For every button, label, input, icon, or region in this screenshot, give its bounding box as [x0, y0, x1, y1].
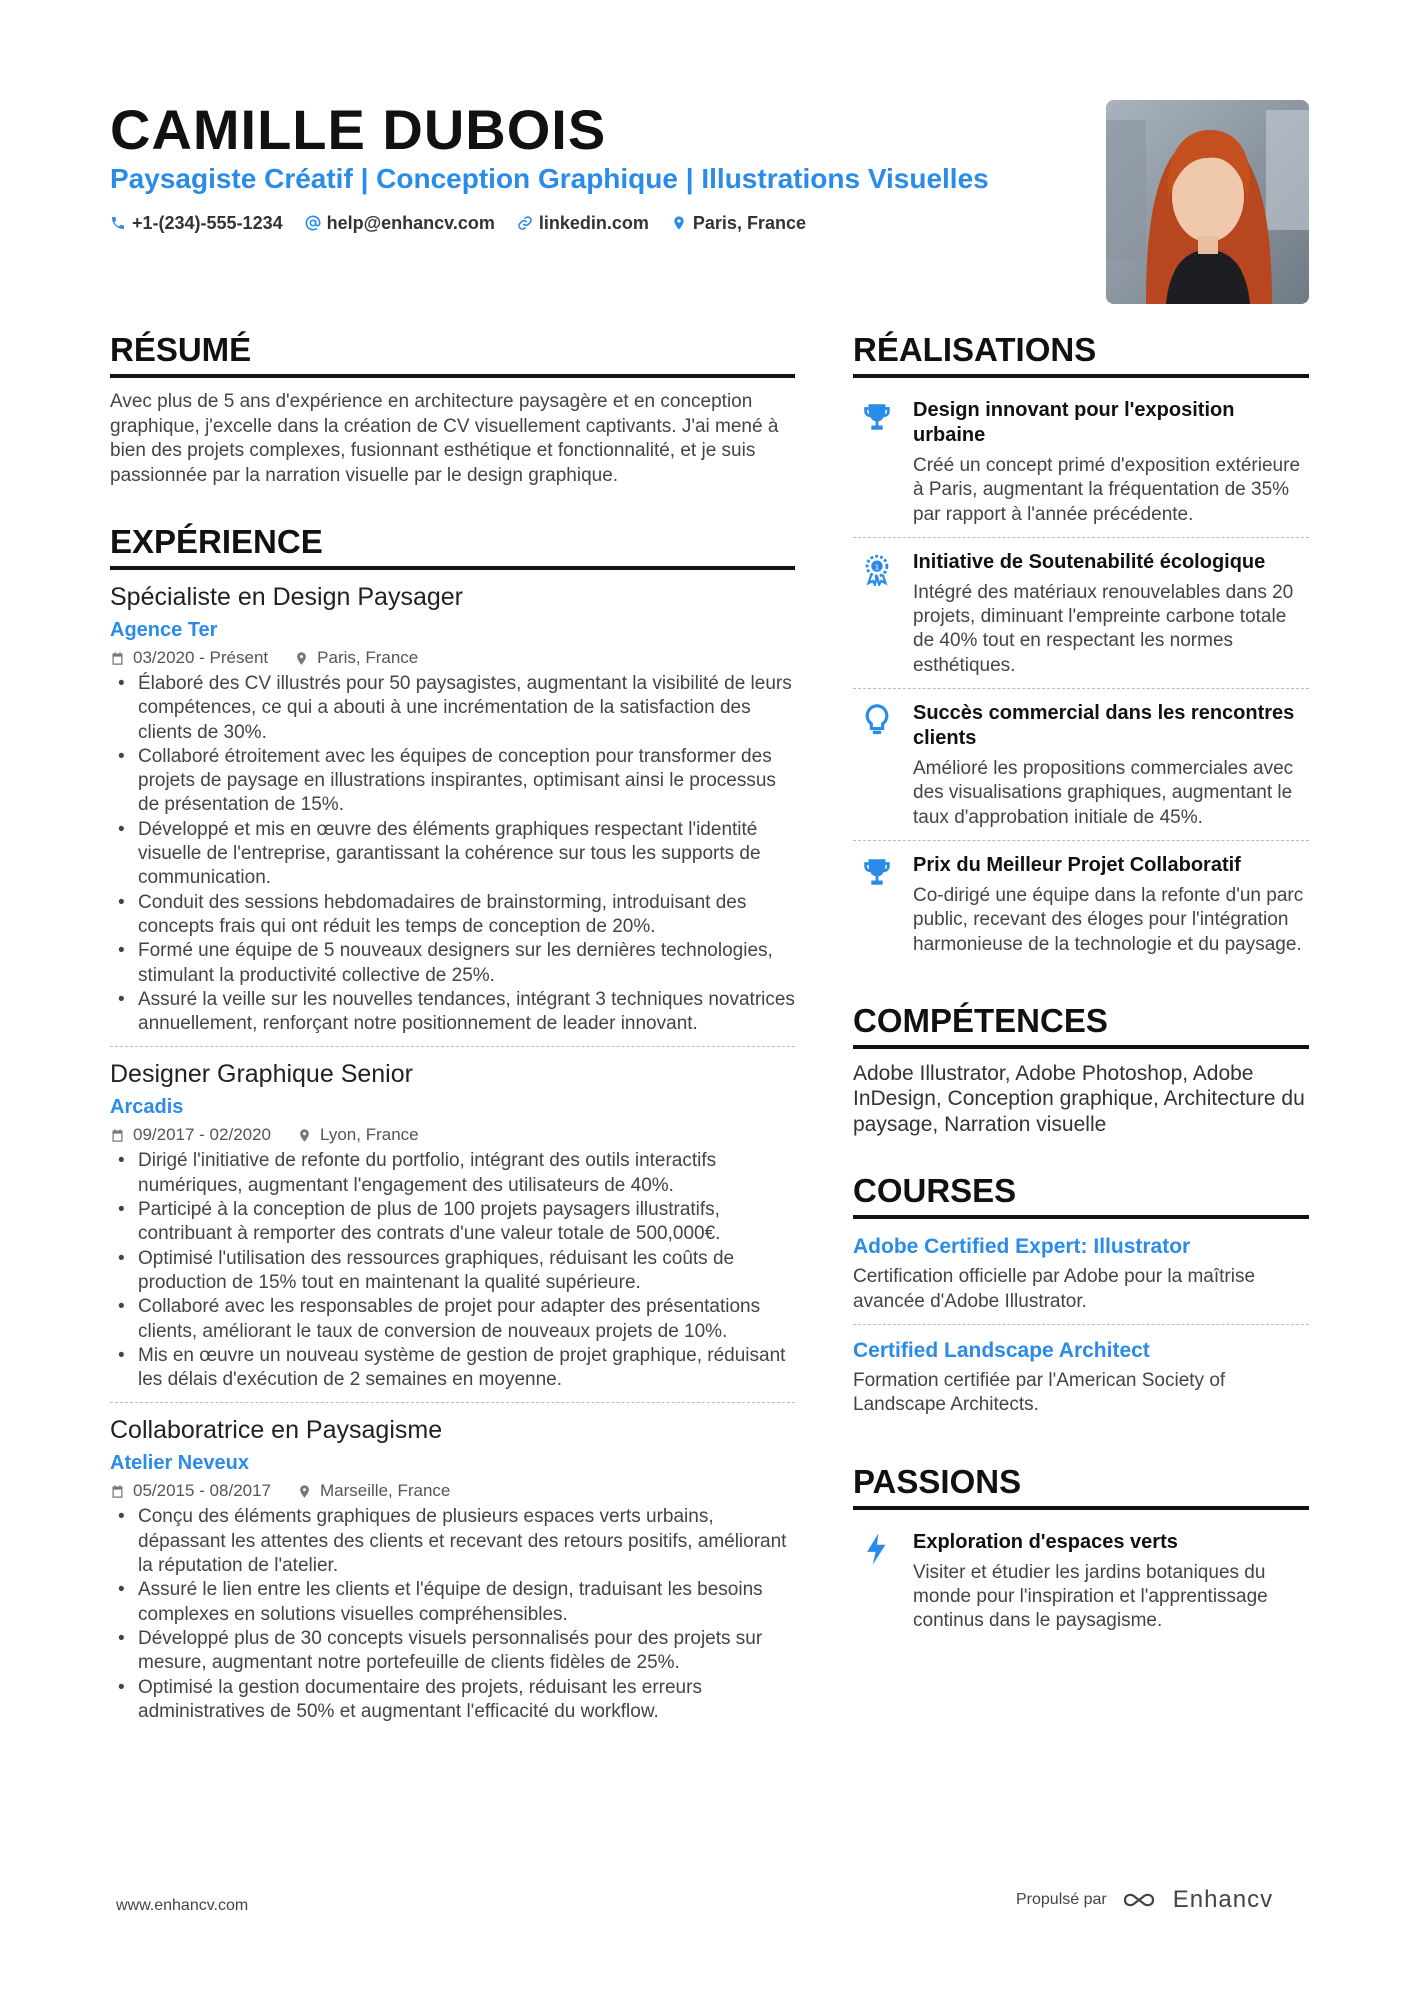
job-bullet: • Assuré la veille sur les nouvelles tendances, intégrant 3 techniques novatrices annuellement, renforçant notre positionnement de leader innovant. — [110, 988, 795, 1037]
lightbulb-icon — [860, 703, 894, 737]
passions-section — [853, 1462, 1309, 1644]
job-bullet: • Formé une équipe de 5 nouveaux designers sur les dernières technologies, stimulant la productivité collective de 25%. — [110, 939, 795, 988]
job-company: Agence Ter — [110, 619, 218, 641]
course-title: Certified Landscape Architect — [853, 1338, 1150, 1362]
job-bullet: • Collaboré avec les responsables de projet pour adapter des présentations clients, améliorant le taux de conversion de nouveaux projets de 10%. — [110, 1295, 795, 1344]
job-bullet: • Dirigé l'initiative de refonte du portfolio, intégrant des outils interactifs numériques, augmentant l'engagement des utilisateurs de 40%. — [110, 1149, 795, 1198]
enhancv-logo-text: Enhancv — [1172, 1886, 1274, 1913]
contact-email-text: help@enhancv.com — [326, 212, 495, 233]
profile-photo — [1106, 100, 1309, 304]
location-pin-icon — [297, 1128, 312, 1143]
passions-heading: PASSIONS — [853, 1462, 1309, 1510]
experience-heading: EXPÉRIENCE — [110, 522, 795, 570]
calendar-icon — [110, 651, 125, 666]
course-item — [853, 1231, 1309, 1324]
job-title: Collaboratrice en Paysagisme — [110, 1416, 443, 1445]
location-pin-icon — [297, 1484, 312, 1499]
job-bullets — [110, 1505, 795, 1724]
job-company: Atelier Neveux — [110, 1452, 249, 1475]
svg-text:1: 1 — [874, 562, 880, 572]
at-icon — [305, 215, 321, 231]
job-bullet: • Optimisé l'utilisation des ressources graphiques, réduisant les coûts de production de 15% tout en maintenant la qualité supérieure. — [110, 1247, 795, 1296]
job-meta — [110, 646, 795, 670]
achievement-title: Prix du Meilleur Projet Collaboratif — [913, 853, 1241, 876]
right-column — [853, 330, 1309, 1643]
achievement-desc: Amélioré les propositions commerciales avec des visualisations graphiques, augmentant le taux d'approbation initiale de 45%. — [913, 758, 1294, 828]
profile-portrait-image — [1106, 100, 1309, 304]
candidate-name: CAMILLE DUBOIS — [110, 98, 607, 161]
achievement-item — [853, 390, 1309, 537]
contact-linkedin[interactable] — [517, 213, 649, 234]
course-desc: Formation certifiée par l'American Society of Landscape Architects. — [853, 1369, 1226, 1416]
job-dates — [110, 646, 268, 670]
course-title: Adobe Certified Expert: Illustrator — [853, 1235, 1191, 1259]
job-bullet: • Assuré le lien entre les clients et l'équipe de design, traduisant les besoins complexes en solutions visuelles compréhensibles. — [110, 1578, 795, 1627]
job-bullet: • Participé à la conception de plus de 100 projets paysagers illustratifs, contribuant à remporter des contrats d'une valeur totale de 500,000€. — [110, 1198, 795, 1247]
passion-item — [853, 1522, 1309, 1644]
achievement-desc: Intégré des matériaux renouvelables dans 20 projets, diminuant l'empreinte carbone totale de 40% tout en respectant les normes esthétiques. — [913, 581, 1294, 676]
job-entry — [110, 1402, 795, 1734]
achievements-heading: RÉALISATIONS — [853, 330, 1309, 378]
location-pin-icon — [671, 215, 687, 231]
lightning-icon — [860, 1532, 894, 1566]
achievement-desc: Créé un concept primé d'exposition extérieure à Paris, augmentant la fréquentation de 35% par rapport à l'année précédente. — [913, 455, 1301, 525]
courses-heading: COURSES — [853, 1171, 1309, 1219]
skills-section — [853, 1001, 1309, 1138]
summary-section — [110, 330, 795, 488]
job-location-text: Paris, France — [317, 648, 419, 667]
passion-desc: Visiter et étudier les jardins botaniques du monde pour l'inspiration et l'apprentissage continus dans le paysagisme. — [913, 1561, 1268, 1632]
enhancv-logo[interactable] — [1121, 1886, 1273, 1914]
job-title: Designer Graphique Senior — [110, 1060, 413, 1089]
job-meta — [110, 1479, 795, 1503]
experience-section — [110, 522, 795, 1734]
job-bullet: • Développé et mis en œuvre des éléments graphiques respectant l'identité visuelle de l'entreprise, garantissant la cohérence sur tous les supports de communication. — [110, 818, 795, 891]
job-bullet: • Collaboré étroitement avec les équipes de conception pour transformer des projets de paysage en illustrations inspirantes, optimisant ainsi le processus de présentation de 15%. — [110, 745, 795, 818]
award-ribbon-icon — [860, 552, 894, 586]
passion-title: Exploration d'espaces verts — [913, 1530, 1178, 1553]
contact-bar — [110, 210, 806, 236]
summary-text: Avec plus de 5 ans d'expérience en architecture paysagère et en conception graphique, j'excelle dans la création de CV visuellement captivants. J'ai mené à bien des projets complexes, fusionnant esthétique et fonctionnalité, et je suis passionnée par la narration visuelle par le design graphique. — [110, 391, 779, 486]
job-bullet: • Mis en œuvre un nouveau système de gestion de projet graphique, réduisant les délais d'exécution de 2 semaines en moyenne. — [110, 1344, 795, 1393]
job-location — [294, 646, 418, 670]
skills-heading: COMPÉTENCES — [853, 1001, 1309, 1049]
contact-phone[interactable] — [110, 213, 283, 234]
achievements-section — [853, 330, 1309, 967]
headline: Paysagiste Créatif | Conception Graphique | Illustrations Visuelles — [110, 163, 989, 194]
calendar-icon — [110, 1128, 125, 1143]
trophy-icon — [860, 400, 894, 434]
achievement-desc: Co-dirigé une équipe dans la refonte d'un parc public, recevant des éloges pour l'intégration harmonieuse de la technologie et du paysage. — [913, 884, 1304, 955]
job-location-text: Marseille, France — [320, 1481, 451, 1501]
job-dates-text: 09/2017 - 02/2020 — [133, 1125, 272, 1145]
contact-email[interactable] — [305, 213, 495, 234]
job-location — [297, 1479, 450, 1503]
job-bullets — [110, 672, 795, 1036]
powered-by-label: Propulsé par — [1016, 1891, 1107, 1908]
link-icon — [517, 215, 533, 231]
job-location-text: Lyon, France — [320, 1125, 419, 1145]
job-bullet: • Conduit des sessions hebdomadaires de brainstorming, introduisant des concepts frais qui ont réduit les temps de conception de 20%. — [110, 891, 795, 940]
contact-location — [671, 213, 806, 234]
courses-section — [853, 1171, 1309, 1427]
contact-linkedin-text: linkedin.com — [538, 212, 649, 233]
achievement-title: Succès commercial dans les rencontres clients — [913, 702, 1295, 750]
achievement-item — [853, 840, 1309, 967]
job-title: Spécialiste en Design Paysager — [110, 583, 463, 611]
job-dates — [110, 1479, 271, 1503]
summary-heading: RÉSUMÉ — [110, 330, 795, 378]
left-column — [110, 330, 795, 1734]
trophy-icon — [860, 855, 894, 889]
job-location — [297, 1123, 419, 1147]
job-entry — [110, 1046, 795, 1402]
job-bullet: • Conçu des éléments graphiques de plusieurs espaces verts urbains, dépassant les attentes des clients et recevant des retours positifs, améliorant la réputation de l'atelier. — [110, 1505, 795, 1578]
achievement-item — [853, 688, 1309, 840]
achievement-title: Initiative de Soutenabilité écologique — [913, 550, 1266, 573]
job-bullets — [110, 1149, 795, 1392]
job-dates-text: 03/2020 - Présent — [133, 648, 269, 667]
phone-icon — [110, 215, 126, 231]
location-pin-icon — [294, 651, 309, 666]
job-bullet: • Optimisé la gestion documentaire des projets, réduisant les erreurs administratives de 50% et augmentant l'efficacité du workflow. — [110, 1676, 795, 1725]
job-entry — [110, 582, 795, 1046]
course-desc: Certification officielle par Adobe pour la maîtrise avancée d'Adobe Illustrator. — [853, 1266, 1256, 1312]
job-meta — [110, 1123, 795, 1147]
job-company: Arcadis — [110, 1096, 184, 1119]
achievement-title: Design innovant pour l'exposition urbaine — [913, 399, 1235, 446]
footer-website[interactable]: www.enhancv.com — [116, 1897, 249, 1914]
job-bullet: • Développé plus de 30 concepts visuels personnalisés pour des projets sur mesure, augmentant notre portefeuille de clients fidèles de 25%. — [110, 1627, 795, 1676]
achievement-item — [853, 537, 1309, 688]
job-dates-text: 05/2015 - 08/2017 — [133, 1481, 272, 1501]
skills-text: Adobe Illustrator, Adobe Photoshop, Adobe InDesign, Conception graphique, Architecture du paysage, Narration visuelle — [853, 1061, 1305, 1136]
job-bullet: • Élaboré des CV illustrés pour 50 paysagistes, augmentant la visibilité de leurs compétences, ce qui a abouti à une incrémentation de la satisfaction des clients de 30%. — [110, 672, 795, 745]
footer-powered — [1016, 1886, 1273, 1914]
calendar-icon — [110, 1484, 125, 1499]
job-dates — [110, 1123, 271, 1147]
contact-location-text: Paris, France — [692, 212, 806, 233]
course-item — [853, 1324, 1309, 1428]
contact-phone-text: +1-(234)-555-1234 — [132, 212, 283, 233]
enhancv-logo-icon — [1121, 1888, 1165, 1912]
